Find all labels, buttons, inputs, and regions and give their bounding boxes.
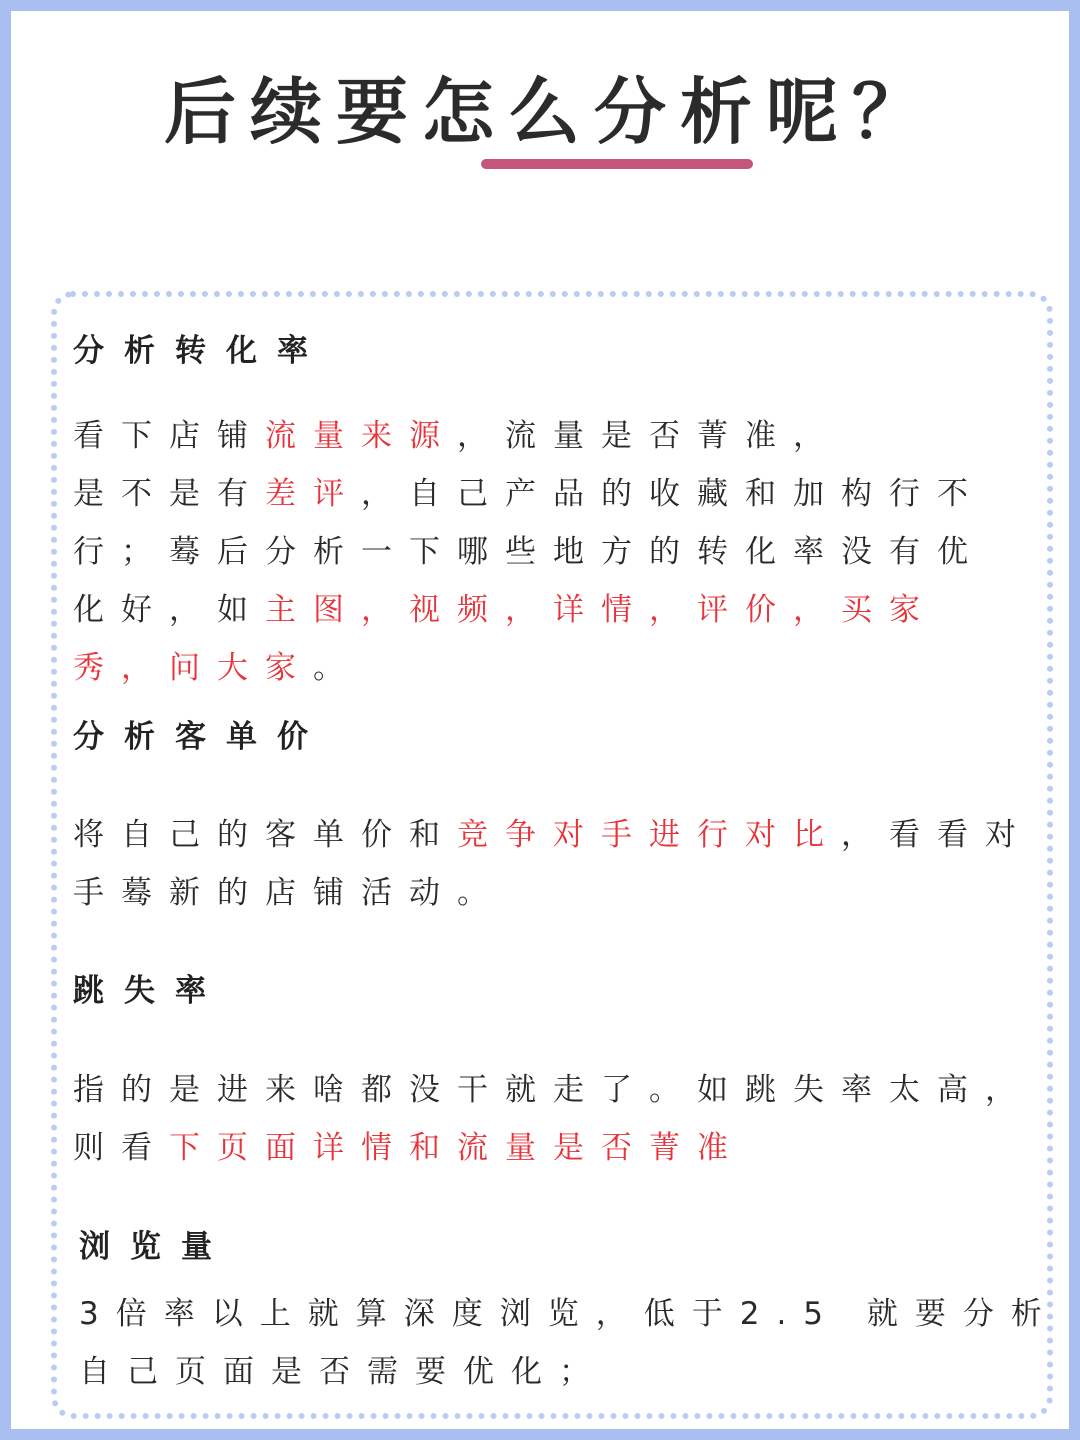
paragraph-line <box>73 806 1033 864</box>
title-underline <box>481 159 753 169</box>
highlight-text: 主图，视频，详情，评价，买家 <box>265 592 937 628</box>
body-text: ，看看对 <box>841 817 1033 853</box>
body-text: 看下店铺 <box>73 418 265 454</box>
paragraph-line <box>73 1061 1033 1119</box>
body-text: 3倍率以上就算深度浏览，低于2.5 就要分析 <box>79 1296 1059 1332</box>
body-text: 是不是有 <box>73 476 265 512</box>
paragraph-unit-price <box>73 806 1033 922</box>
paragraph-line <box>73 864 1033 922</box>
body-text: 化好，如 <box>73 592 265 628</box>
paragraph-line <box>73 1119 1033 1177</box>
paragraph-line <box>79 1285 1059 1343</box>
page-title: 后续要怎么分析呢？ <box>163 69 938 154</box>
paragraph-bounce-rate <box>73 1061 1033 1177</box>
body-text: 则看 <box>73 1130 169 1166</box>
body-text: 将自己的客单价和 <box>73 817 457 853</box>
paragraph-conversion-rate <box>73 407 985 697</box>
body-text: ，自己产品的收藏和加构行不 <box>361 476 985 512</box>
paragraph-page-views <box>79 1285 1059 1401</box>
paragraph-line <box>73 581 985 639</box>
body-text: 。 <box>313 650 361 686</box>
highlight-text: 流量来源 <box>265 418 457 454</box>
heading-page-views: 浏览量 <box>79 1229 232 1265</box>
paragraph-line <box>73 639 985 697</box>
body-text: 行；蓦后分析一下哪些地方的转化率没有优 <box>73 534 985 570</box>
body-text: 自己页面是否需要优化； <box>79 1354 607 1390</box>
paragraph-line <box>73 465 985 523</box>
heading-unit-price: 分析客单价 <box>73 719 328 755</box>
highlight-text: 秀，问大家 <box>73 650 313 686</box>
highlight-text: 差评 <box>265 476 361 512</box>
paragraph-line <box>73 523 985 581</box>
highlight-text: 下页面详情和流量是否菁准 <box>169 1130 745 1166</box>
highlight-text: 竞争对手进行对比 <box>457 817 841 853</box>
heading-conversion-rate: 分析转化率 <box>73 333 328 369</box>
paragraph-line <box>79 1343 1059 1401</box>
body-text: 指的是进来啥都没干就走了。如跳失率太高， <box>73 1072 1033 1108</box>
heading-bounce-rate: 跳失率 <box>73 973 226 1009</box>
paragraph-line <box>73 407 985 465</box>
body-text: ，流量是否菁准， <box>457 418 841 454</box>
body-text: 手蓦新的店铺活动。 <box>73 875 505 911</box>
